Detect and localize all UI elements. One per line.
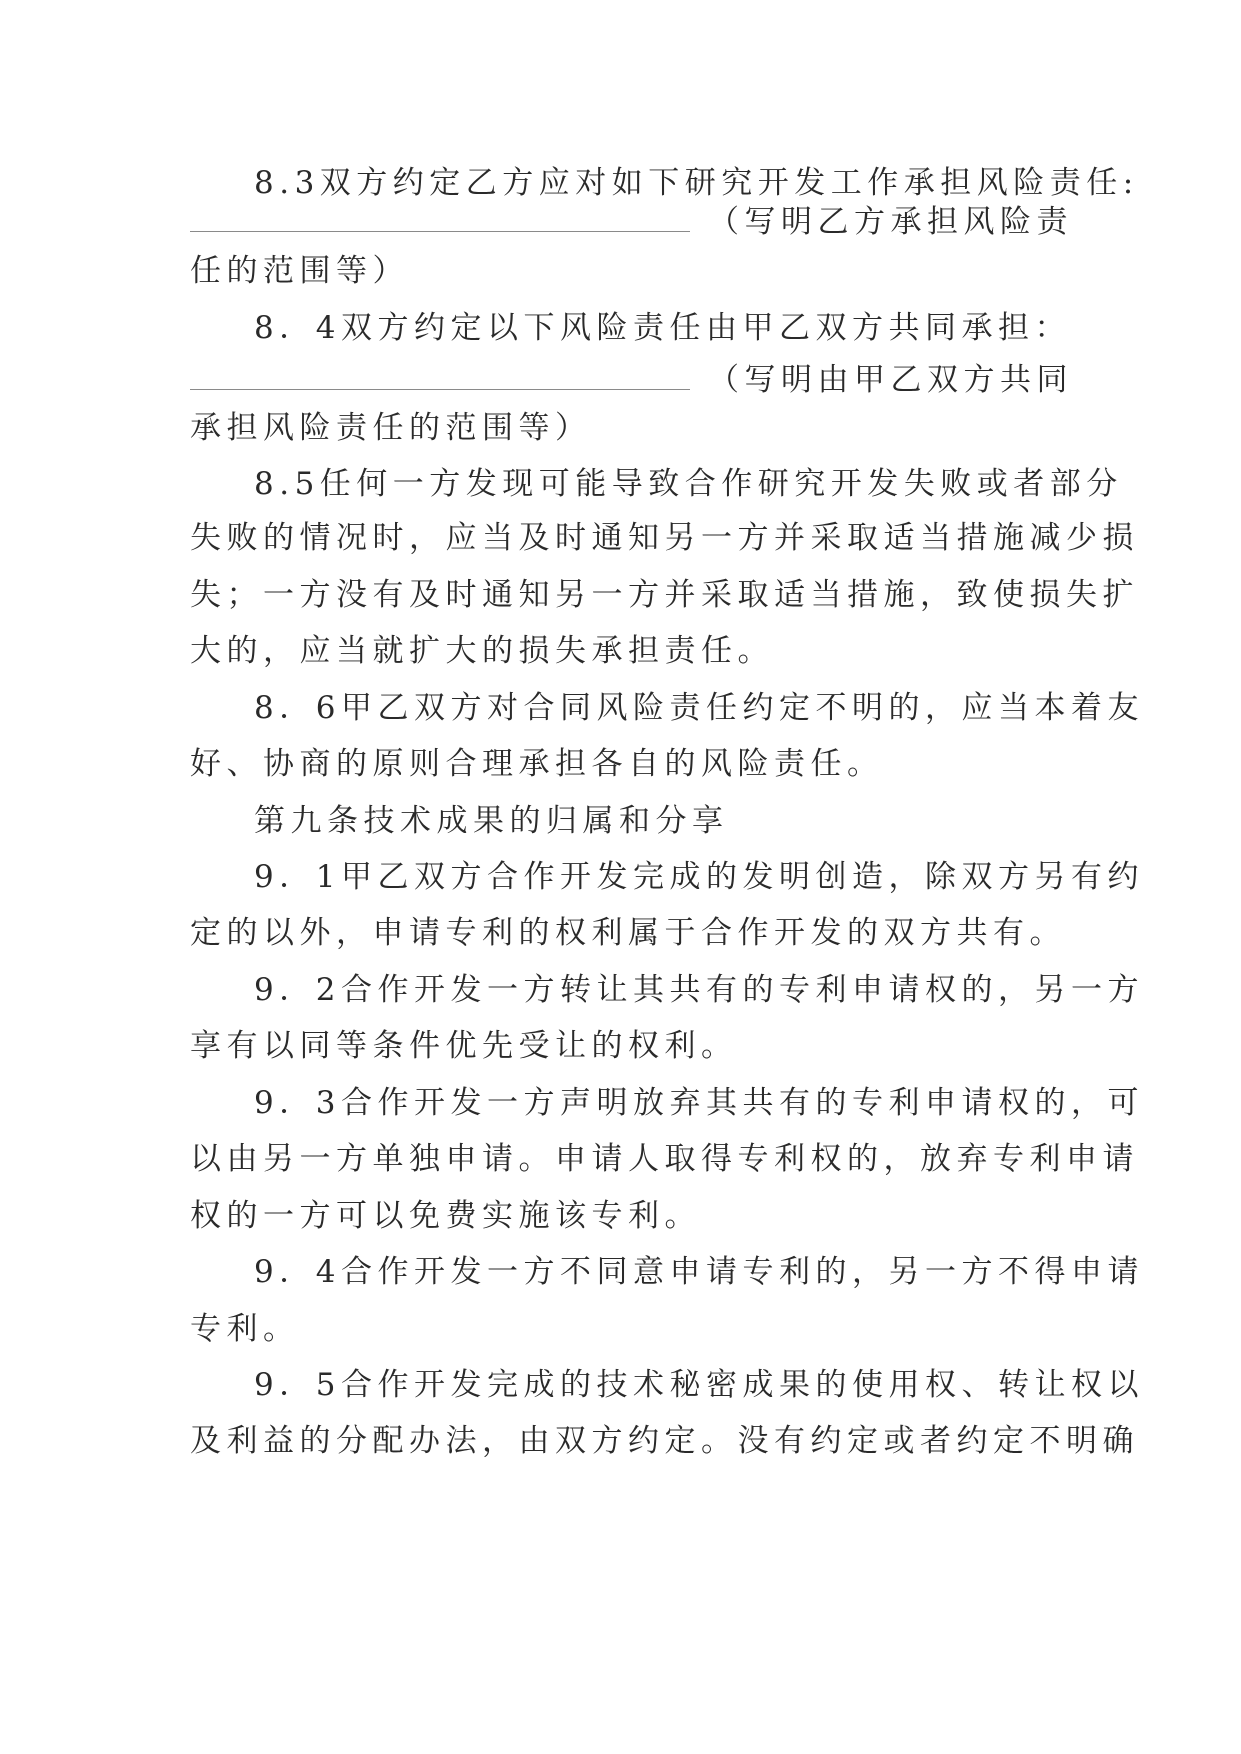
text-line: 失；一方没有及时通知另一方并采取适当措施，致使损失扩 (190, 577, 1139, 613)
clause-9-5-line-1 (254, 1365, 1144, 1405)
clause-8-5-line-3 (190, 575, 1139, 615)
text-line: 大的，应当就扩大的损失承担责任。 (190, 633, 774, 669)
clause-9-1-line-1 (254, 857, 1144, 897)
text-line: （写明乙方承担风险责 (708, 204, 1073, 240)
clause-9-2-line-2 (190, 1026, 1050, 1066)
clause-9-5-line-2 (190, 1421, 1139, 1461)
text-line: 好、协商的原则合理承担各自的风险责任。 (190, 746, 884, 782)
text-line: 8．6甲乙双方对合同风险责任约定不明的，应当本着友 (254, 690, 1144, 726)
clause-8-5-line-2 (190, 518, 1139, 558)
text-line: 8．4双方约定以下风险责任由甲乙双方共同承担： (254, 310, 1071, 346)
text-line: （写明由甲乙双方共同 (708, 362, 1073, 398)
clause-8-3-line-2 (190, 202, 1073, 242)
clause-8-3-line-3 (190, 251, 1050, 291)
clause-9-4-line-1 (254, 1252, 1144, 1292)
clause-8-6-line-2 (190, 744, 1050, 784)
text-line: 8.5任何一方发现可能导致合作研究开发失败或者部分 (254, 466, 1123, 502)
text-line: 享有以同等条件优先受让的权利。 (190, 1028, 738, 1064)
clause-9-3-line-1 (254, 1083, 1144, 1123)
text-line: 9．2合作开发一方转让其共有的专利申请权的，另一方 (254, 972, 1144, 1008)
clause-9-3-line-2 (190, 1139, 1139, 1179)
blank-underline (190, 363, 690, 390)
text-line: 以由另一方单独申请。申请人取得专利权的，放弃专利申请 (190, 1141, 1139, 1177)
clause-8-3-line-1 (254, 163, 1139, 203)
clause-8-5-line-4 (190, 631, 1050, 671)
text-line: 及利益的分配办法，由双方约定。没有约定或者约定不明确 (190, 1423, 1139, 1459)
text-line: 9．1甲乙双方合作开发完成的发明创造，除双方另有约 (254, 859, 1144, 895)
blank-underline (190, 205, 690, 232)
text-line: 承担风险责任的范围等） (190, 410, 592, 446)
clause-8-4-line-3 (190, 408, 1050, 448)
text-line: 第九条技术成果的归属和分享 (254, 803, 729, 839)
text-line: 权的一方可以免费实施该专利。 (190, 1198, 701, 1234)
text-line: 9．3合作开发一方声明放弃其共有的专利申请权的，可 (254, 1085, 1144, 1121)
text-line: 9．5合作开发完成的技术秘密成果的使用权、转让权以 (254, 1367, 1144, 1403)
text-line: 任的范围等） (190, 253, 409, 289)
clause-8-5-line-1 (254, 464, 1123, 504)
clause-9-1-line-2 (190, 913, 1066, 953)
clause-9-4-line-2 (190, 1309, 1050, 1349)
clause-8-6-line-1 (254, 688, 1144, 728)
clause-8-4-line-1 (254, 308, 1114, 348)
article-9-heading (254, 801, 1114, 841)
clause-9-3-line-3 (190, 1196, 1050, 1236)
clause-8-4-line-2 (190, 360, 1073, 400)
text-line: 定的以外，申请专利的权利属于合作开发的双方共有。 (190, 915, 1066, 951)
text-line: 9．4合作开发一方不同意申请专利的，另一方不得申请 (254, 1254, 1144, 1290)
clause-9-2-line-1 (254, 970, 1144, 1010)
text-line: 专利。 (190, 1311, 300, 1347)
text-line: 失败的情况时，应当及时通知另一方并采取适当措施减少损 (190, 520, 1139, 556)
text-line: 8.3双方约定乙方应对如下研究开发工作承担风险责任: (254, 165, 1139, 201)
